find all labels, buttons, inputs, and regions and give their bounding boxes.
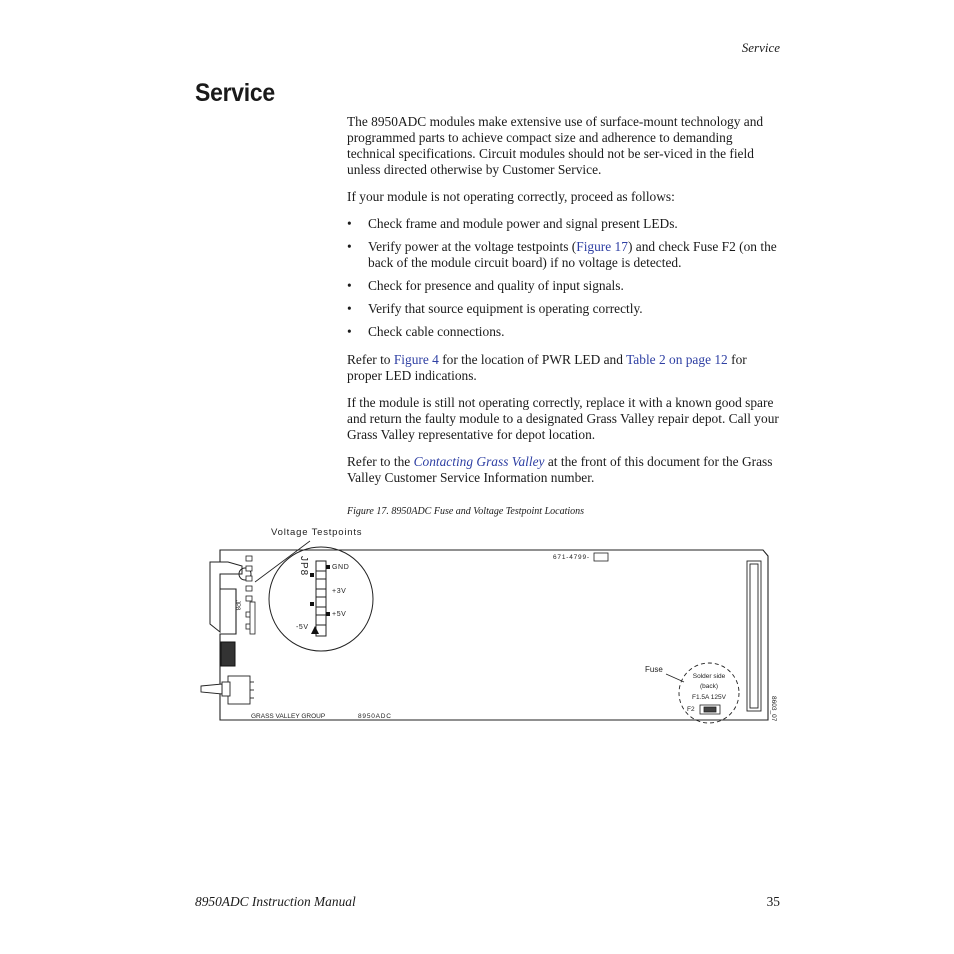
page-title: Service bbox=[195, 79, 275, 107]
ejector-tab bbox=[210, 562, 242, 632]
procedure-intro: If your module is not operating correctly, proceed as follows: bbox=[347, 189, 675, 204]
figure-code-label: 8603_07 bbox=[770, 696, 777, 722]
jp8-small-label: JP8 bbox=[234, 600, 240, 611]
led-reference-paragraph: Refer to Figure 4 for the location of PWR LED and Table 2 on page 12 for proper LED indications. bbox=[347, 352, 747, 383]
figure-caption: Figure 17. 8950ADC Fuse and Voltage Testpoint Locations bbox=[347, 506, 585, 517]
edge-connector bbox=[747, 561, 761, 711]
part-number-label: 671-4799- bbox=[553, 554, 590, 561]
fuse-rating-label: F1.5A 125V bbox=[692, 694, 726, 701]
left-jack bbox=[201, 676, 254, 704]
body-text bbox=[347, 114, 783, 497]
circuit-board-figure bbox=[198, 524, 788, 724]
procedure-list bbox=[347, 216, 783, 340]
fuse-f2 bbox=[700, 705, 720, 714]
jp8-header bbox=[316, 561, 326, 636]
table-2-link[interactable]: Table 2 on page 12 bbox=[626, 352, 728, 367]
list-item: • Verify power at the voltage testpoints (Figure 17) and check Fuse F2 (on the back of the module circuit board) if no voltage is detected. bbox=[347, 239, 777, 270]
plus3v-label: +3V bbox=[332, 588, 347, 595]
contacting-grass-valley-link[interactable]: Contacting Grass Valley bbox=[413, 454, 545, 469]
bullet: • bbox=[347, 239, 352, 254]
repair-paragraph: If the module is still not operating correctly, replace it with a known good spare and return the faulty module to a designated Grass Valley repair depot. Call your Grass Valley representative for depot location. bbox=[347, 395, 779, 442]
jp8-label: JP8 bbox=[298, 556, 309, 577]
gnd-label: GND bbox=[332, 564, 350, 571]
footer-manual-title: 8950ADC Instruction Manual bbox=[195, 894, 356, 909]
bullet: • bbox=[347, 324, 352, 339]
minus5v-label: -5V bbox=[296, 624, 309, 631]
figure-4-link[interactable]: Figure 4 bbox=[393, 352, 439, 367]
fuse-label: Fuse bbox=[645, 665, 663, 674]
list-item: • Check frame and module power and signal present LEDs. bbox=[347, 216, 678, 231]
part-number-box bbox=[594, 553, 608, 561]
voltage-testpoints-label: Voltage Testpoints bbox=[271, 527, 363, 538]
list-item: • Check cable connections. bbox=[347, 324, 505, 339]
company-label: GRASS VALLEY GROUP bbox=[251, 713, 326, 720]
running-head: Service bbox=[741, 40, 780, 55]
bullet: • bbox=[347, 216, 352, 231]
intro-paragraph: The 8950ADC modules make extensive use of surface-mount technology and programmed parts to achieve compact size and adherence to demanding technical specifications. Circuit modules should not be ser-viced in the field unless directed otherwise by Customer Service. bbox=[347, 114, 764, 177]
left-components bbox=[246, 556, 255, 634]
back-label: (back) bbox=[699, 683, 719, 690]
f2-label: F2 bbox=[687, 706, 695, 713]
bullet: • bbox=[347, 278, 352, 293]
list-item: • Check for presence and quality of input signals. bbox=[347, 278, 624, 293]
connector-block bbox=[221, 642, 235, 666]
list-item: • Verify that source equipment is operating correctly. bbox=[347, 301, 643, 316]
model-label: 8950ADC bbox=[358, 713, 392, 720]
footer-page-number: 35 bbox=[766, 894, 780, 909]
figure-17-link[interactable]: Figure 17 bbox=[576, 239, 628, 254]
contact-paragraph: Refer to the Contacting Grass Valley at the front of this document for the Grass Valley Customer Service Information number. bbox=[347, 454, 773, 485]
solder-side-label: Solder side bbox=[692, 673, 726, 680]
plus5v-label: +5V bbox=[332, 611, 347, 618]
bullet: • bbox=[347, 301, 352, 316]
